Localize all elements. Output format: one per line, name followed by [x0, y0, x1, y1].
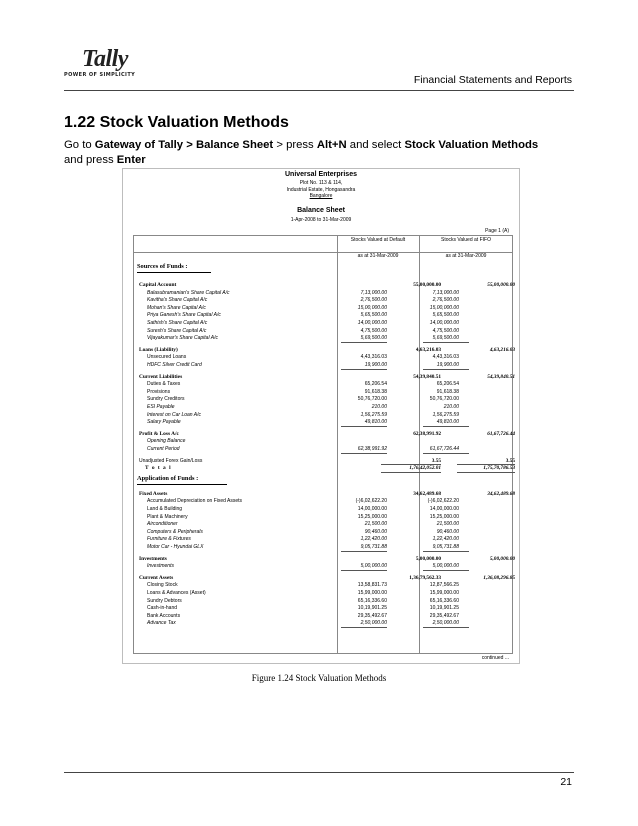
amount-n2: 210.00: [443, 404, 459, 410]
tally-logo: [64, 46, 146, 80]
amount-n1: 21,500.00: [364, 521, 387, 528]
amount-n1: 49,810.00: [364, 419, 387, 426]
section-title: 1.22 Stock Valuation Methods: [64, 114, 289, 131]
row-label: Investments: [147, 563, 174, 570]
row-label: Vijayakumar's Share Capital A/c: [147, 335, 218, 342]
company-address-line3: Bangalore: [309, 193, 333, 199]
subtotal-underline: [341, 426, 387, 427]
total-rule: [381, 464, 441, 465]
row-label: Sundry Creditors: [147, 396, 185, 403]
amount-t2: 34,62,489.68: [487, 490, 515, 497]
amount-n2: 2,50,000.00: [432, 620, 459, 627]
amount-t2: 1,75,70,786.53: [483, 465, 515, 472]
footer-rule: [64, 772, 574, 773]
instr-path: Gateway of Tally > Balance Sheet: [94, 139, 274, 151]
instr-go: Go to: [64, 139, 95, 151]
amount-n2: 50,76,720.00: [429, 396, 459, 403]
amount-n1: 65,16,336.60: [357, 597, 387, 604]
row-label: Motor Car - Hyundai GLX: [147, 544, 204, 550]
total-rule: [457, 464, 515, 465]
subtotal-underline: [341, 551, 387, 552]
amount-n1: 5,00,000.00: [360, 563, 387, 570]
amount-t1: 5,00,000.00: [415, 555, 441, 562]
row-label: Mohan's Share Capital A/c: [147, 304, 206, 311]
amount-n1: 15,00,000.00: [357, 304, 387, 311]
amount-n1: 14,00,000.00: [357, 320, 387, 326]
instruction-text: [64, 138, 576, 168]
amount-n2: 49,810.00: [436, 419, 459, 426]
ledger-row: [123, 334, 519, 342]
row-label: Sathish's Share Capital A/c: [147, 320, 208, 326]
row-label: Balasubramanian's Share Capital A/c: [147, 289, 230, 296]
instr-and: and press: [64, 154, 117, 166]
amount-n2: 9,05,731.88: [432, 544, 459, 550]
instr-item: Stock Valuation Methods: [404, 139, 539, 151]
page-indicator: Page 1 (A): [485, 228, 509, 234]
amount-n2: 2,76,500.00: [432, 297, 459, 304]
subtotal-underline: [341, 342, 387, 343]
balance-sheet-screenshot: [122, 168, 520, 664]
row-label: Unadjusted Forex Gain/Loss: [139, 457, 203, 464]
company-address-line2: Industrial Estate, Hongasandra: [286, 186, 356, 193]
amount-n2: 91,618.38: [436, 388, 459, 395]
figure-caption: Figure 1.24 Stock Valuation Methods: [251, 673, 387, 683]
amount-n2: 29,35,492.67: [429, 612, 459, 619]
continued-note: continued ...: [481, 655, 509, 661]
amount-n2: 65,206.54: [436, 381, 459, 388]
subtotal-underline: [341, 369, 387, 370]
row-label: Capital Account: [139, 282, 177, 288]
amount-n1: 9,05,731.88: [360, 544, 387, 550]
header-rule: [64, 90, 574, 91]
amount-n2: 61,67,726.44: [429, 446, 459, 452]
amount-t1: 62,38,991.92: [413, 430, 441, 437]
row-label: Suresh's Share Capital A/c: [147, 327, 207, 334]
amount-n2: 1,56,275.59: [432, 411, 459, 418]
amount-n1: 19,900.00: [364, 362, 387, 368]
row-label: HDFC Silver Credit Card: [147, 362, 202, 368]
amount-t2: 55,00,000.00: [487, 282, 515, 288]
amount-n1: 5,69,500.00: [360, 335, 387, 342]
ledger-row: [123, 562, 519, 570]
row-label: Investments: [139, 555, 167, 562]
amount-n1: 62,38,991.92: [357, 446, 387, 452]
row-label: Current Liabilities: [139, 373, 183, 380]
amount-n1: 10,19,901.25: [357, 605, 387, 612]
report-period: 1-Apr-2008 to 31-Mar-2009: [290, 217, 352, 223]
subtotal-underline: [423, 369, 469, 370]
ledger-row: [123, 445, 519, 453]
amount-n1: 13,58,831.73: [357, 582, 387, 589]
instr-key: Alt+N: [316, 139, 347, 151]
subtotal-underline: [341, 453, 387, 454]
subtotal-underline: [423, 570, 469, 571]
amount-n2: 90,460.00: [436, 528, 459, 535]
company-address-line1: Plot No. 113 & 114,: [299, 180, 343, 186]
amount-n2: 5,69,500.00: [432, 335, 459, 342]
row-label: Provisions: [147, 388, 171, 395]
row-label: Sundry Debtors: [147, 597, 182, 604]
amount-t2: 61,67,726.44: [487, 430, 515, 437]
amount-n1: 7,13,000.00: [360, 289, 387, 296]
amount-n1: 15,99,000.00: [357, 590, 387, 596]
amount-n2: 1,22,420.00: [432, 536, 459, 543]
amount-n1: 4,43,316.03: [360, 354, 387, 361]
row-label: Airconditioner: [147, 521, 178, 528]
amount-n2: 14,00,000.00: [429, 506, 459, 512]
amount-n1: 5,65,500.00: [360, 312, 387, 319]
subtotal-underline: [423, 453, 469, 454]
col2-header: Stocks Valued at FIFO: [441, 237, 491, 243]
amount-n2: 19,900.00: [436, 362, 459, 368]
row-label: Computers & Peripherals: [147, 528, 203, 535]
ledger-row: [123, 543, 519, 551]
total-rule: [457, 472, 515, 473]
subtotal-underline: [423, 342, 469, 343]
amount-n2: 10,19,901.25: [429, 605, 459, 612]
row-label: Priya Ganesh's Share Capital A/c: [147, 312, 221, 319]
ledger-row: [123, 418, 519, 426]
amount-n1: 210.00: [371, 404, 387, 410]
amount-t2: 4,63,216.03: [489, 346, 515, 353]
amount-n2: 15,25,000.00: [429, 513, 459, 520]
row-label: Salary Payable: [147, 419, 181, 426]
running-header: Financial Statements and Reports: [413, 74, 572, 86]
row-label: ESI Payable: [147, 404, 175, 410]
row-label: T o t a l: [145, 465, 172, 472]
page-number: 21: [560, 776, 572, 788]
row-label: Current Period: [147, 446, 180, 452]
amount-t2: 3.55: [505, 457, 515, 464]
amount-n2: 15,99,000.00: [429, 590, 459, 596]
amount-n1: 1,56,275.59: [360, 411, 387, 418]
amount-n1: (-)6,02,622.20: [355, 498, 387, 505]
row-label: Advance Tax: [147, 620, 176, 627]
group-row: [123, 464, 519, 472]
col2-date: as at 31-Mar-2009: [445, 253, 487, 259]
amount-n1: 2,50,000.00: [360, 620, 387, 627]
row-label: Land & Building: [147, 506, 183, 512]
subtotal-underline: [423, 426, 469, 427]
row-label: Cash-in-hand: [147, 605, 178, 612]
application-underline: [137, 484, 227, 485]
row-label: Closing Stock: [147, 582, 178, 589]
amount-n1: 15,25,000.00: [357, 513, 387, 520]
company-name: Universal Enterprises: [285, 171, 357, 178]
amount-t2: 54,39,840.51: [487, 373, 515, 380]
row-label: Kavitha's Share Capital A/c: [147, 297, 208, 304]
amount-t2: 1,36,08,296.85: [483, 574, 515, 581]
application-of-funds-heading: Application of Funds :: [137, 474, 199, 482]
amount-n2: 5,00,000.00: [432, 563, 459, 570]
amount-n2: 12,87,566.25: [429, 582, 459, 589]
amount-t1: 34,62,489.68: [413, 490, 441, 497]
amount-n2: 7,13,000.00: [432, 289, 459, 296]
subtotal-underline: [423, 551, 469, 552]
amount-n2: (-)6,02,622.20: [427, 498, 459, 505]
row-label: Bank Accounts: [147, 612, 181, 619]
ledger-row: [123, 619, 519, 627]
row-label: Furniture & Fixtures: [147, 536, 191, 543]
row-label: Profit & Loss A/c: [139, 430, 179, 437]
row-label: Accumulated Depreciation on Fixed Assets: [147, 498, 243, 505]
subtotal-underline: [341, 627, 387, 628]
row-label: Duties & Taxes: [147, 381, 181, 388]
amount-n2: 65,16,336.60: [429, 597, 459, 604]
sources-underline: [137, 272, 211, 273]
instr-enter: Enter: [116, 154, 146, 166]
amount-n2: 14,00,000.00: [429, 320, 459, 326]
subtotal-underline: [341, 570, 387, 571]
logo-tagline: POWER OF SIMPLICITY: [64, 72, 136, 78]
table-top-rule: [133, 235, 513, 236]
subtotal-underline: [423, 627, 469, 628]
amount-t1: 54,39,840.51: [413, 373, 441, 380]
amount-n2: 15,00,000.00: [429, 304, 459, 311]
col1-date: as at 31-Mar-2009: [357, 253, 399, 259]
table-bottom-rule: [133, 653, 513, 654]
amount-n1: 29,35,492.67: [357, 612, 387, 619]
row-label: Fixed Assets: [139, 490, 168, 497]
row-label: Unsecured Loans: [147, 354, 187, 361]
instr-select: and select: [346, 139, 405, 151]
row-label: Loans (Liability): [139, 346, 178, 353]
amount-t1: 4,63,216.03: [415, 346, 441, 353]
sources-of-funds-heading: Sources of Funds :: [137, 263, 188, 270]
amount-n2: 5,65,500.00: [432, 312, 459, 319]
amount-n1: 14,00,000.00: [357, 506, 387, 512]
row-label: Interest on Car Loan A/c: [147, 411, 202, 418]
amount-n1: 1,22,420.00: [360, 536, 387, 543]
amount-n1: 65,206.54: [364, 381, 387, 388]
instr-press: > press: [273, 139, 317, 151]
report-title: Balance Sheet: [297, 207, 345, 214]
amount-t1: 1,36,79,562.33: [409, 574, 441, 581]
row-label: Current Assets: [139, 574, 174, 581]
amount-t1: 1,76,42,052.01: [409, 465, 441, 472]
col1-header: Stocks Valued at Default: [350, 237, 406, 243]
amount-t1: 55,00,000.00: [413, 282, 441, 288]
amount-n1: 2,76,500.00: [360, 297, 387, 304]
row-label: Opening Balance: [147, 438, 186, 445]
row-label: Loans & Advances (Asset): [147, 590, 206, 596]
amount-t2: 5,00,000.00: [489, 555, 515, 562]
total-rule: [381, 472, 441, 473]
amount-n2: 4,75,500.00: [432, 327, 459, 334]
amount-n1: 50,76,720.00: [357, 396, 387, 403]
logo-wordmark: Tally: [82, 46, 128, 72]
row-label: Plant & Machinery: [147, 513, 188, 520]
amount-n1: 90,460.00: [364, 528, 387, 535]
amount-n1: 4,75,500.00: [360, 327, 387, 334]
amount-n1: 91,618.38: [364, 388, 387, 395]
ledger-row: [123, 361, 519, 369]
amount-n2: 4,43,316.03: [432, 354, 459, 361]
amount-t1: 3.55: [431, 457, 441, 464]
amount-n2: 21,500.00: [436, 521, 459, 528]
